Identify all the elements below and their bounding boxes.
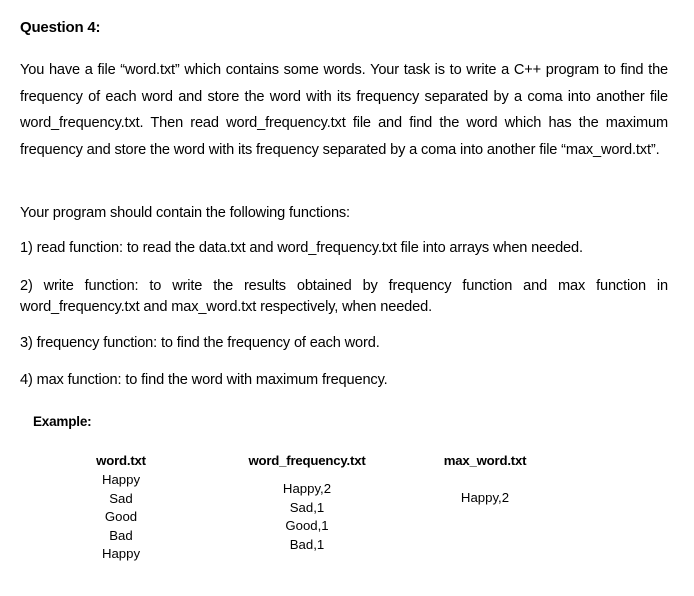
list-item: Happy — [101, 472, 141, 487]
list-item: Good,1 — [285, 518, 329, 533]
list-item: Happy — [101, 546, 141, 561]
functions-intro: Your program should contain the following functions: — [20, 205, 350, 221]
list-item: Sad,1 — [289, 499, 325, 515]
list-item: Sad — [109, 490, 133, 506]
list-item: Happy,2 — [460, 490, 510, 505]
example-column-word-frequency-txt — [236, 452, 378, 554]
column-lines — [80, 471, 162, 564]
example-label: Example: — [33, 414, 92, 429]
column-lines — [236, 480, 378, 554]
function-item-frequency: 3) frequency function: to find the frequency of each word. — [20, 335, 380, 351]
column-header: word_frequency.txt — [248, 453, 366, 468]
example-column-word-txt — [80, 452, 162, 564]
function-item-max: 4) max function: to find the word with maximum frequency. — [20, 372, 388, 388]
list-item: Bad — [109, 527, 133, 543]
intro-paragraph: You have a file “word.txt” which contains some words. Your task is to write a C++ program to find the frequency of each word and store the word with its frequency separated by a coma into another file word_frequency.txt. Then read word_frequency.txt file and find the word which has the maximum frequency and store the word with its frequency separated by a coma into another file “max_word.txt”. — [20, 62, 668, 158]
function-item-read: 1) read function: to read the data.txt and word_frequency.txt file into arrays when needed. — [20, 240, 583, 256]
question-title: Question 4: — [20, 19, 101, 36]
column-lines — [428, 489, 542, 508]
list-item: Bad,1 — [289, 536, 325, 552]
column-header: max_word.txt — [443, 453, 527, 468]
column-header: word.txt — [96, 453, 146, 468]
example-column-max-word-txt — [428, 452, 542, 508]
list-item: Good — [104, 509, 138, 524]
list-item: Happy,2 — [282, 481, 332, 496]
function-item-write: 2) write function: to write the results obtained by frequency function and max function in word_frequency.txt and max_word.txt respectively, when needed. — [20, 278, 668, 315]
